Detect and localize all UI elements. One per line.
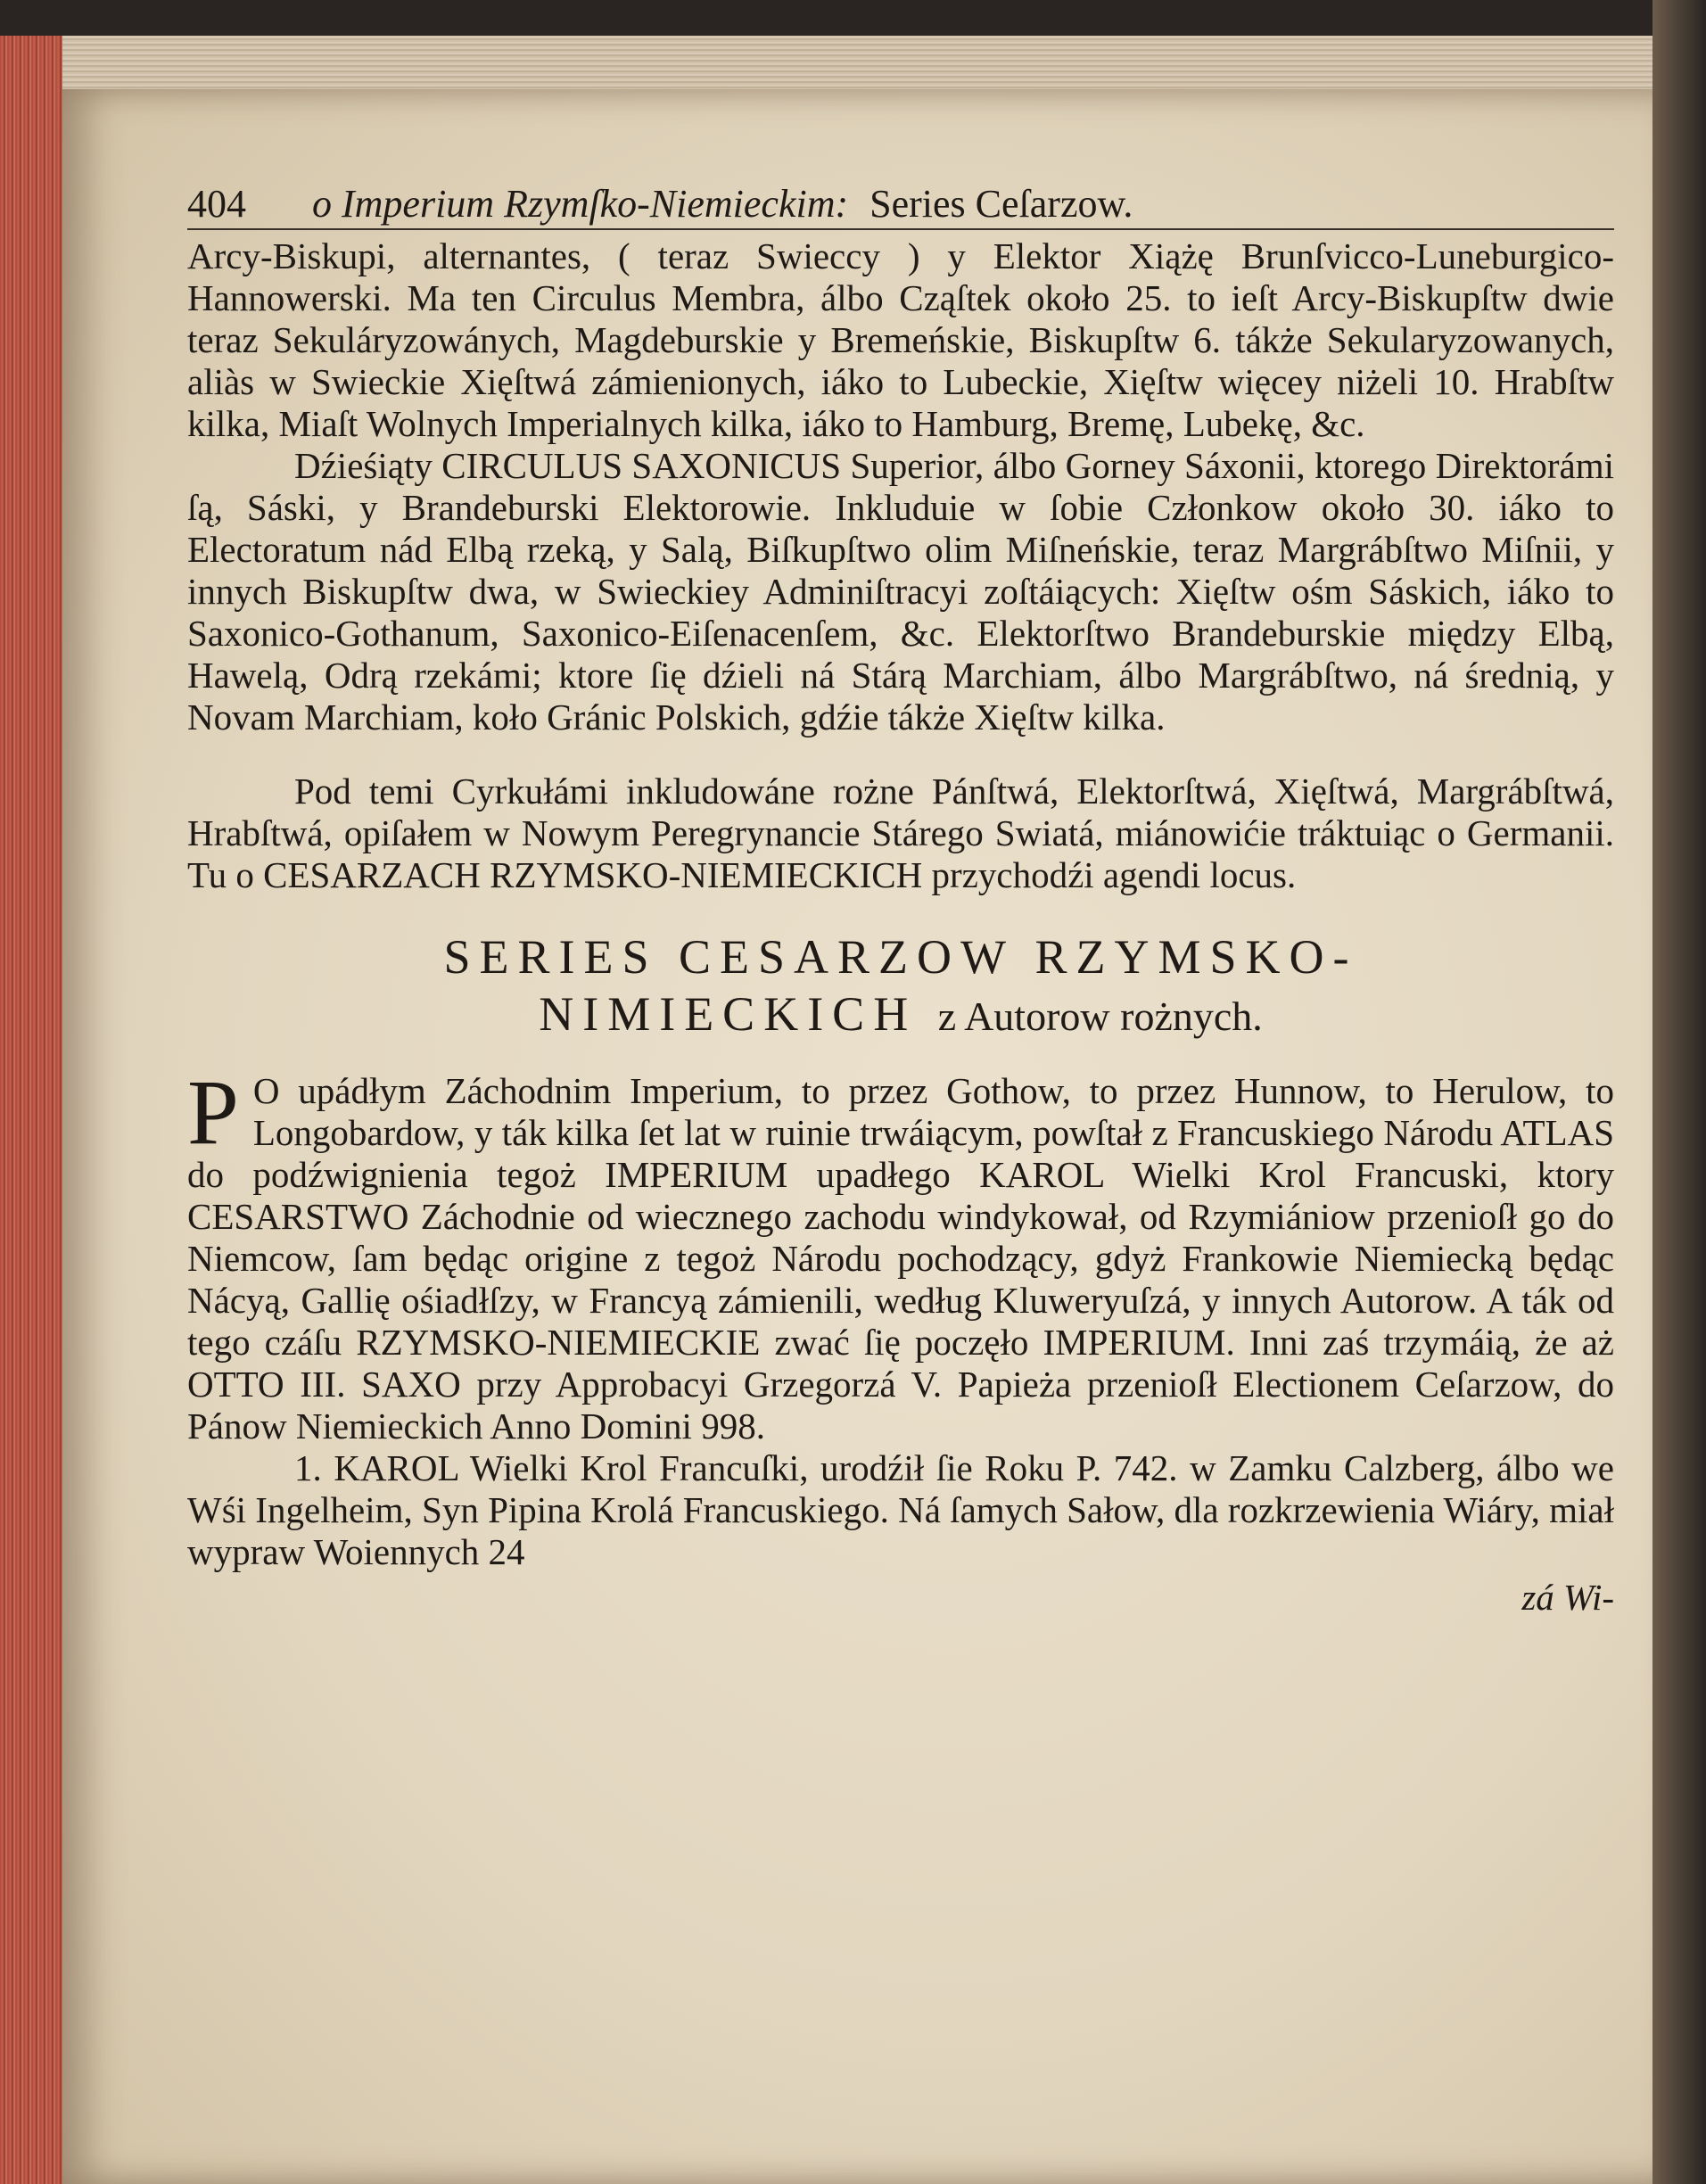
main-paragraph [187, 1061, 1614, 1447]
paragraph-1: Arcy-Biskupi, alternantes, ( teraz Swieccy ) y Elektor Xiążę Brunſvicco-Luneburgico-Hannowerski. Ma ten Circulus Membra, álbo Cząſtek około 25. to ieſt Arcy-Biskupſtw dwie teraz Sekuláryzowánych, Magdeburskie y Bremeńskie, Biskupſtw 6. tákże Sekularyzowanych, aliàs w Swieckie Xięſtwá zámienionych, iáko to Lubeckie, Xięſtw więcey niżeli 10. Hrabſtw kilka, Miaſt Wolnych Imperialnych kilka, iáko to Hamburg, Bremę, Lubekę, &c. [187, 235, 1614, 444]
book-gutter [1652, 0, 1706, 2184]
section-heading-line1: SERIES CESARZOW RZYMSKO- [443, 930, 1358, 984]
section-heading [187, 928, 1614, 1045]
section-heading-line2-wrap [187, 985, 1614, 1045]
section-heading-line2: NIMIECKICH [539, 987, 918, 1041]
page-number: 404 [187, 182, 246, 226]
section-heading-suffix: z Autorow rożnych. [937, 993, 1263, 1039]
running-head [187, 183, 1614, 230]
entry-karol: 1. KAROL Wielki Krol Francuſki, urodźił ſie Roku P. 742. w Zamku Calzberg, álbo we Wśi Ingelheim, Syn Pipina Krolá Francuskiego. Ná ſamych Sałow, dla rozkrzewienia Wiáry, miał wypraw Woiennych 24 [187, 1447, 1614, 1572]
catchword: zá Wi- [1521, 1577, 1614, 1618]
main-paragraph-text: O upádłym Záchodnim Imperium, to przez Gothow, to przez Hunnow, to Herulow, to Longobardow, y ták kilka ſet lat w ruinie trwáiącym, powſtał z Francuskiego Národu ATLAS do podźwignienia tegoż IMPERIUM upadłego KAROL Wielki Krol Francuski, ktory CESARSTWO Záchodnie od wiecznego zachodu windykował, od Rzymiániow przenioſł go do Niemcow, ſam będąc origine z tegoż Národu pochodzący, gdyż Frankowie Niemiecką będąc Nácyą, Gallię ośiadłſzy, w Francyą zámienili, według Kluweryuſzá, y innych Autorow. A ták od tego czáſu RZYMSKO-NIEMIECKIE zwać ſię poczęło IMPERIUM. Inni zaś trzymáią, że aż OTTO III. SAXO przy Approbacyi Grzegorzá V. Papieża przenioſł Electionem Ceſarzow, do Pánow Niemieckich Anno Domini 998. [187, 1070, 1614, 1446]
dropcap-letter: P [187, 1061, 239, 1164]
running-title: o Imperium Rzymſko-Niemieckim: [312, 182, 849, 226]
running-series: Series Ceſarzow. [869, 182, 1133, 226]
paragraph-3: Pod temi Cyrkułámi inkludowáne rożne Pánſtwá, Elektorſtwá, Xięſtwá, Margrábſtwá, Hrabſtwá, opiſałem w Nowym Peregrynancie Stárego Swiatá, miánowićie tráktuiąc o Germanii. Tu o CESARZACH RZYMSKO-NIEMIECKICH przychodźi agendi locus. [187, 771, 1614, 895]
page-text [187, 183, 1614, 1619]
page-edges-left [0, 36, 62, 2184]
paragraph-2: Dźieśiąty CIRCULUS SAXONICUS Superior, álbo Gorney Sáxonii, ktorego Direktorámi ſą, Sáski, y Brandeburski Elektorowie. Inkluduie w ſobie Członkow około 30. iáko to Electoratum nád Elbą rzeką, y Salą, Biſkupſtwo olim Miſneńskie, teraz Margrábſtwo Miſnii, y innych Biskupſtw dwa, w Swieckiey Adminiſtracyi zoſtáiących: Xięſtw ośm Sáskich, iáko to Saxonico-Gothanum, Saxonico-Eiſenacenſem, &c. Elektorſtwo Brandeburskie między Elbą, Hawelą, Odrą rzekámi; ktore ſię dźieli ná Stárą Marchiam, álbo Margrábſtwo, ná średnią, y Novam Marchiam, koło Gránic Polskich, gdźie tákże Xięſtw kilka. [187, 445, 1614, 738]
